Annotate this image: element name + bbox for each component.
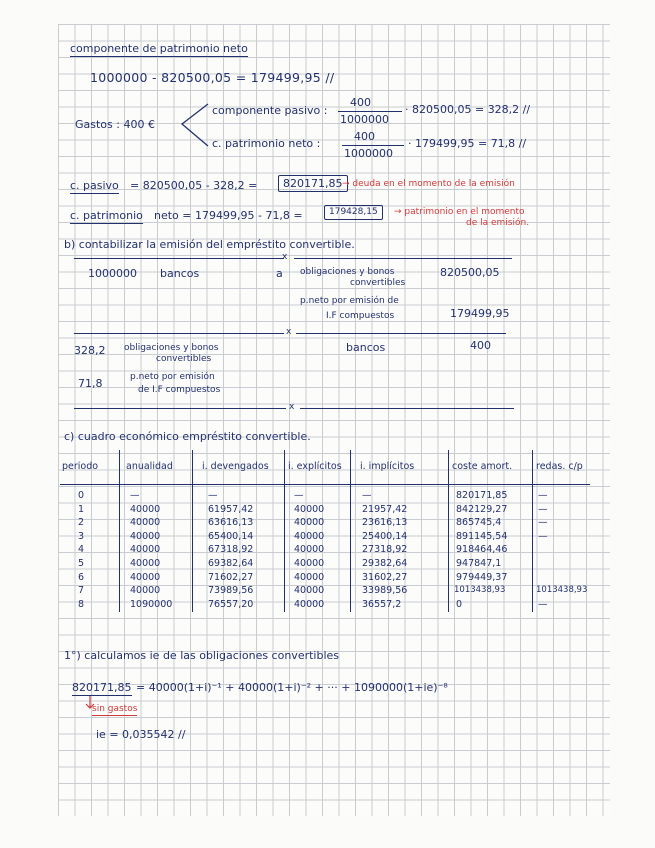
table-cell: 842129,27	[456, 503, 508, 515]
journal-rule-mark: x	[289, 402, 295, 412]
table-cell: 69382,64	[208, 558, 254, 569]
equation-lhs: 820171,85	[72, 681, 132, 694]
table-cell: 40000	[294, 558, 325, 569]
table-cell: —	[538, 598, 548, 610]
table-cell: 73989,56	[208, 585, 254, 597]
c-patrimonio-note-2: de la emisión.	[466, 218, 530, 228]
table-cell: 40000	[130, 571, 161, 583]
table-cell: 40000	[294, 517, 325, 529]
table-cell: —	[538, 517, 548, 529]
j2-credit-amount: 400	[470, 339, 491, 352]
c-patrimonio-neto-label: c. patrimonio neto :	[212, 137, 321, 150]
journal-rule	[74, 258, 284, 259]
c-patrimonio-expression: neto = 179499,95 - 71,8 =	[154, 209, 303, 222]
j1-credit1-amount: 820500,05	[440, 266, 500, 279]
c-pasivo-expression: = 820500,05 - 328,2 =	[130, 179, 258, 192]
j1-credit2-account-line1: p.neto por emisión de	[300, 296, 399, 306]
table-row-period: 2	[78, 517, 85, 529]
table-cell: 40000	[130, 530, 161, 542]
table-column-divider	[532, 450, 533, 612]
table-cell: 63616,13	[208, 517, 254, 529]
table-cell: 61957,42	[208, 503, 254, 515]
table-cell: 947847,1	[456, 558, 502, 569]
table-cell: —	[362, 490, 372, 501]
table-cell: 29382,64	[362, 558, 408, 569]
table-cell: 40000	[294, 503, 325, 515]
table-cell: 31602,27	[362, 571, 408, 583]
step-1-heading: 1°) calculamos ie de las obligaciones convertibles	[64, 649, 340, 662]
table-cell: —	[538, 503, 548, 515]
table-cell: —	[130, 490, 140, 501]
table-row-period: 6	[78, 571, 85, 583]
table-cell: 40000	[294, 530, 325, 542]
table-header: anualidad	[126, 461, 173, 472]
table-row-period: 5	[78, 558, 85, 569]
journal-rule	[296, 333, 506, 334]
table-cell: 40000	[294, 598, 325, 610]
componente-pasivo-numerator: 400	[350, 96, 371, 109]
section-b-heading: b) contabilizar la emisión del empréstito convertible.	[64, 238, 355, 251]
table-header: coste amort.	[452, 461, 513, 472]
amortization-table	[60, 450, 590, 612]
table-cell: 918464,46	[456, 544, 508, 556]
table-cell: 33989,56	[362, 585, 408, 597]
table-column-divider	[350, 450, 351, 612]
fraction-bar	[342, 145, 404, 146]
table-cell: 25400,14	[362, 530, 408, 542]
j1-credit2-account-line2: I.F compuestos	[326, 311, 395, 321]
j1-credit1-account-line1: obligaciones y bonos	[300, 267, 395, 277]
j1-debit-amount: 1000000	[88, 267, 137, 280]
c-patrimonio-boxed-result: 179428,15	[324, 205, 383, 220]
bracket-split-icon	[180, 102, 210, 148]
table-cell: —	[538, 490, 548, 501]
table-cell: 1013438,93	[454, 585, 506, 596]
ie-result: ie = 0,035542 //	[96, 728, 186, 741]
table-header: periodo	[62, 461, 99, 472]
table-cell: 0	[456, 598, 463, 610]
table-cell: 40000	[130, 585, 161, 597]
j1-credit1-account-line2: convertibles	[350, 278, 406, 288]
j2-debit1-account-line1: obligaciones y bonos	[124, 343, 219, 353]
table-cell: 65400,14	[208, 530, 254, 542]
table-cell: —	[294, 490, 304, 501]
j2-credit-account: bancos	[346, 341, 386, 354]
table-cell: 76557,20	[208, 598, 254, 610]
c-pasivo-boxed-result: 820171,85	[278, 175, 348, 192]
table-cell: 40000	[294, 585, 325, 597]
c-patrimonio-numerator: 400	[354, 130, 375, 143]
section-c-heading: c) cuadro económico empréstito convertible.	[64, 430, 311, 443]
table-cell: 865745,4	[456, 517, 502, 529]
table-header: i. devengados	[202, 461, 269, 472]
journal-rule	[74, 333, 284, 334]
table-column-divider	[448, 450, 449, 612]
table-row-period: 0	[78, 490, 85, 501]
journal-rule	[74, 408, 286, 409]
j1-a: a	[276, 267, 283, 280]
journal-rule-mark: x	[282, 252, 288, 262]
componente-pasivo-denominator: 1000000	[340, 113, 389, 126]
table-row-period: 1	[78, 503, 85, 515]
table-cell: 40000	[130, 544, 161, 556]
table-cell: 36557,2	[362, 598, 402, 610]
table-header: i. explícitos	[288, 461, 342, 472]
table-cell: —	[538, 530, 548, 542]
j2-debit1-account-line2: convertibles	[156, 354, 212, 364]
table-cell: 40000	[130, 558, 161, 569]
c-patrimonio-note-1: → patrimonio en el momento	[394, 207, 525, 217]
table-cell: 1090000	[130, 598, 173, 610]
sin-gastos-note: sin gastos	[92, 704, 138, 714]
table-row-period: 3	[78, 530, 85, 542]
componente-pasivo-result: · 820500,05 = 328,2 //	[405, 103, 531, 116]
j1-credit2-amount: 179499,95	[450, 307, 510, 320]
table-cell: 820171,85	[456, 490, 508, 501]
table-header: redas. c/p	[536, 461, 583, 472]
table-cell: 27318,92	[362, 544, 408, 556]
table-cell: 891145,54	[456, 530, 508, 542]
j2-debit2-account-line2: de I.F compuestos	[138, 385, 221, 395]
table-cell: 21957,42	[362, 503, 408, 515]
c-patrimonio-result: · 179499,95 = 71,8 //	[408, 137, 527, 150]
table-row-period: 7	[78, 585, 85, 597]
table-cell: 40000	[294, 571, 325, 583]
table-column-divider	[119, 450, 120, 612]
table-column-divider	[284, 450, 285, 612]
journal-rule	[300, 408, 514, 409]
journal-rule-mark: x	[286, 327, 292, 337]
table-cell: 71602,27	[208, 571, 254, 583]
table-cell: 67318,92	[208, 544, 254, 556]
equation-rhs: = 40000(1+i)⁻¹ + 40000(1+i)⁻² + ··· + 1090000(1+ie)⁻⁸	[136, 681, 448, 694]
table-header: i. implícitos	[360, 461, 415, 472]
componente-pasivo-label: componente pasivo :	[212, 104, 328, 117]
table-row-period: 8	[78, 598, 85, 610]
c-pasivo-label: c. pasivo	[70, 179, 119, 192]
journal-rule	[294, 258, 512, 259]
c-patrimonio-label: c. patrimonio	[70, 209, 143, 222]
table-cell: —	[208, 490, 218, 501]
table-column-divider	[192, 450, 193, 612]
j2-debit2-account-line1: p.neto por emisión	[130, 372, 215, 382]
notes-title: componente de patrimonio neto	[70, 42, 248, 55]
j2-debit1-amount: 328,2	[74, 344, 106, 357]
table-cell: 1013438,93	[536, 585, 588, 596]
table-cell: 23616,13	[362, 517, 408, 529]
patrimonio-calculation: 1000000 - 820500,05 = 179499,95 //	[90, 70, 335, 85]
graph-paper-grid	[58, 24, 610, 816]
table-cell: 40000	[294, 544, 325, 556]
table-cell: 40000	[130, 503, 161, 515]
table-cell: 979449,37	[456, 571, 508, 583]
table-cell: 40000	[130, 517, 161, 529]
c-pasivo-note: → deuda en el momento de la emisión	[342, 179, 515, 189]
fraction-bar	[338, 111, 402, 112]
gastos-label: Gastos : 400 €	[75, 118, 155, 131]
table-row-period: 4	[78, 544, 85, 556]
j1-debit-account: bancos	[160, 267, 200, 280]
c-patrimonio-denominator: 1000000	[344, 147, 393, 160]
table-header-rule	[60, 484, 590, 485]
j2-debit2-amount: 71,8	[78, 377, 103, 390]
